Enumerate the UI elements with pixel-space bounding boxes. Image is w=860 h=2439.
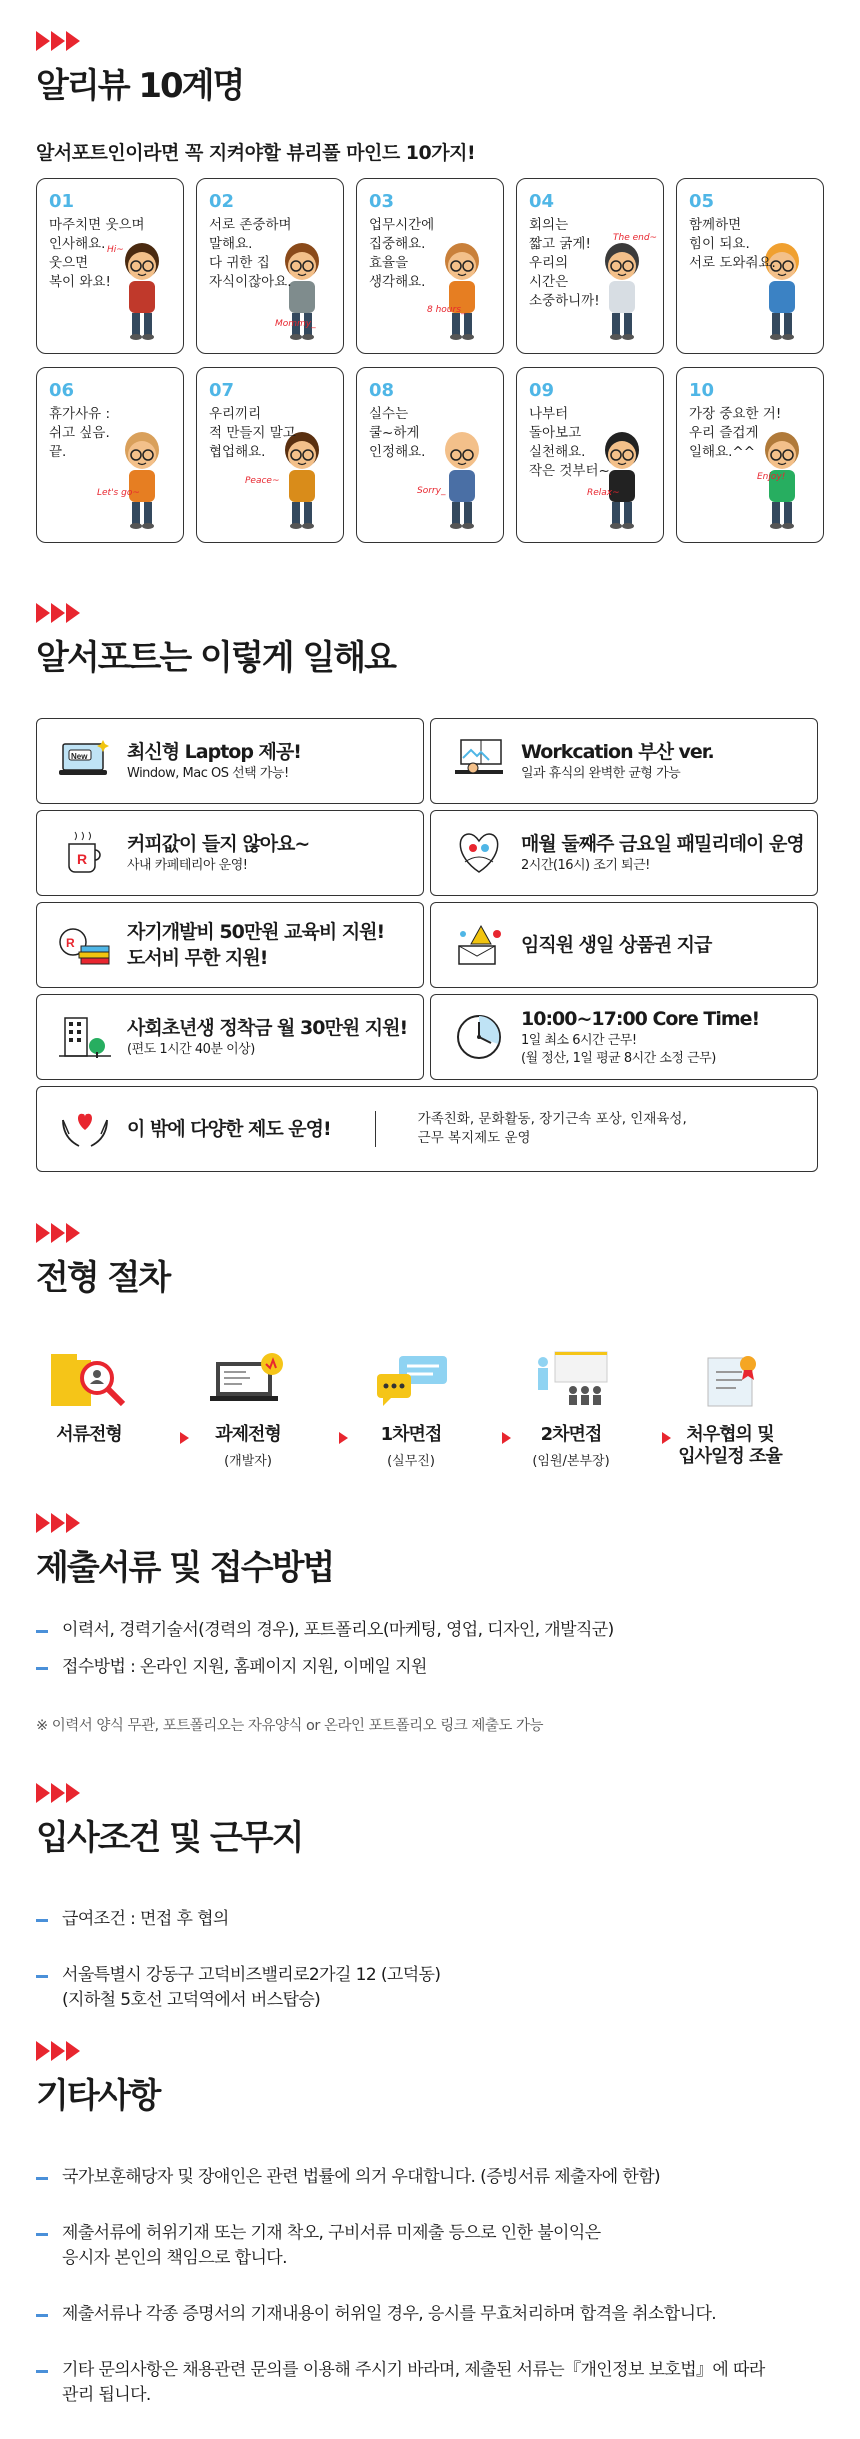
process-step bbox=[346, 1340, 476, 1469]
building-icon bbox=[57, 1012, 113, 1062]
speech-text: Hi~ bbox=[107, 245, 124, 255]
mind-card-text: 마주치면 웃으며 인사해요. 웃으면 복이 와요! bbox=[49, 217, 145, 290]
presentation-icon bbox=[529, 1350, 613, 1410]
benefit-title: 최신형 Laptop 제공! bbox=[127, 741, 301, 763]
benefit-title: 커피값이 들지 않아요~ bbox=[127, 833, 310, 855]
mind-card-number: 02 bbox=[209, 191, 235, 212]
mind-card-text: 함께하면 힘이 되요. 서로 도와줘요. bbox=[689, 217, 776, 271]
list-item: 기타 문의사항은 채용관련 문의를 이용해 주시기 바라며, 제출된 서류는『개인정보 보호법』에 따라 관리 됩니다. bbox=[36, 2358, 826, 2408]
benefit-title: 사회초년생 정착금 월 30만원 지원! bbox=[127, 1017, 408, 1039]
benefit-title: Workcation 부산 ver. bbox=[521, 741, 714, 763]
benefit-card bbox=[36, 718, 424, 804]
benefit-more-card bbox=[36, 1086, 818, 1172]
speech-text: Relax~ bbox=[587, 488, 620, 498]
benefit-title: 임직원 생일 상품권 지급 bbox=[521, 934, 712, 956]
benefit-subtitle: 1일 최소 6시간 근무! (월 정산, 1일 평균 8시간 소정 근무) bbox=[521, 1033, 716, 1066]
mind-card-number: 05 bbox=[689, 191, 715, 212]
benefit-title: 자기개발비 50만원 교육비 지원! 도서비 무한 지원! bbox=[127, 921, 385, 969]
process-step bbox=[24, 1340, 154, 1446]
laptop-icon bbox=[57, 736, 113, 786]
mind-card-text: 휴가사유 : 쉬고 싶음. 끝. bbox=[49, 406, 111, 460]
mind-card-text: 우리끼리 적 만들지 말고 협업해요. bbox=[209, 406, 296, 460]
gift-icon bbox=[451, 920, 507, 970]
benefit-subtitle: (편도 1시간 40분 이상) bbox=[127, 1042, 255, 1057]
mind-card-number: 03 bbox=[369, 191, 395, 212]
benefit-card bbox=[430, 902, 818, 988]
list-item: 국가보훈해당자 및 장애인은 관련 법률에 의거 우대합니다. (증빙서류 제출자에 한함) bbox=[36, 2165, 826, 2190]
process-step-sub: (임원/본부장) bbox=[532, 1454, 610, 1469]
section-arrows-icon bbox=[36, 1512, 826, 1534]
mind-card-number: 07 bbox=[209, 380, 235, 401]
mind-card-text: 업무시간에 집중해요. 효율을 생각해요. bbox=[369, 217, 435, 290]
list-item: 제출서류나 각종 증명서의 기재내용이 허위일 경우, 응시를 무효처리하며 합격을 취소합니다. bbox=[36, 2302, 826, 2327]
docs-section bbox=[36, 1512, 826, 1589]
mind-card-text: 회의는 짧고 굵게! 우리의 시간은 소중하니까! bbox=[529, 217, 600, 309]
section-title: 알서포트는 이렇게 일해요 bbox=[36, 638, 395, 678]
mind-card bbox=[676, 367, 824, 543]
speech-text: Enjoy! bbox=[757, 472, 786, 482]
benefit-subtitle: 2시간(16시) 조기 퇴근! bbox=[521, 858, 650, 873]
process-step-label: 과제전형 bbox=[215, 1424, 281, 1445]
mind-section bbox=[36, 30, 826, 107]
section-arrows-icon bbox=[36, 30, 826, 52]
process-step-label: 1차면접 bbox=[380, 1424, 442, 1445]
list-item: 접수방법 : 온라인 지원, 홈페이지 지원, 이메일 지원 bbox=[36, 1655, 826, 1680]
mind-card-text: 실수는 쿨~하게 인정해요. bbox=[369, 406, 426, 460]
section-title: 알리뷰 10계명 bbox=[36, 66, 244, 106]
benefit-more-title: 이 밖에 다양한 제도 운영! bbox=[127, 1118, 331, 1140]
list-item: 급여조건 : 면접 후 협의 bbox=[36, 1907, 826, 1932]
section-title: 입사조건 및 근무지 bbox=[36, 1818, 303, 1858]
speech-text: Let's go~ bbox=[97, 488, 140, 498]
mind-card bbox=[36, 178, 184, 354]
list-item: 제출서류에 허위기재 또는 기재 착오, 구비서류 미제출 등으로 인한 불이익은 응시자 본인의 책임으로 합니다. bbox=[36, 2221, 826, 2271]
benefit-card bbox=[36, 810, 424, 896]
speech-text: Sorry_ bbox=[417, 486, 446, 496]
laptop-task-icon bbox=[206, 1350, 290, 1410]
mind-card-text: 가장 중요한 거! 우리 즐겁게 일해요.^^ bbox=[689, 406, 782, 460]
mind-card-number: 08 bbox=[369, 380, 395, 401]
mind-card bbox=[356, 367, 504, 543]
mind-card-text: 나부터 돌아보고 실천해요. 작은 것부터~ bbox=[529, 406, 610, 479]
mind-card-number: 06 bbox=[49, 380, 75, 401]
process-steps bbox=[36, 1340, 826, 1470]
process-step-sub: (개발자) bbox=[224, 1454, 272, 1469]
new-badge: New bbox=[71, 752, 88, 761]
process-step bbox=[183, 1340, 313, 1469]
section-title: 기타사항 bbox=[36, 2076, 160, 2116]
mind-card-number: 01 bbox=[49, 191, 75, 212]
benefit-card bbox=[36, 902, 424, 988]
mind-subtitle: 알서포트인이라면 꼭 지켜야할 뷰리풀 마인드 10가지! bbox=[36, 142, 476, 164]
mind-card-text: 서로 존중하며 말해요. 다 귀한 집 자식이잖아요. bbox=[209, 217, 292, 290]
section-arrows-icon bbox=[36, 2040, 826, 2062]
clock-icon bbox=[451, 1012, 507, 1062]
terms-list bbox=[36, 1888, 826, 2044]
mind-card-number: 10 bbox=[689, 380, 715, 401]
benefit-card bbox=[36, 994, 424, 1080]
chat-bubbles-icon bbox=[369, 1350, 453, 1410]
certificate-icon bbox=[688, 1350, 772, 1410]
speech-text: Mommy_ bbox=[275, 319, 316, 329]
process-step bbox=[665, 1340, 795, 1468]
mind-card bbox=[676, 178, 824, 354]
hands-heart-icon bbox=[57, 1104, 113, 1154]
etc-list bbox=[36, 2146, 826, 2439]
benefit-subtitle: 일과 휴식의 완벽한 균형 가능 bbox=[521, 766, 681, 781]
list-item: 서울특별시 강동구 고덕비즈밸리로2가길 12 (고덕동) (지하철 5호선 고덕역에서 버스탑승) bbox=[36, 1963, 826, 2013]
mind-card bbox=[516, 367, 664, 543]
docs-list bbox=[36, 1618, 826, 1692]
benefit-subtitle: 사내 카페테리아 운영! bbox=[127, 858, 248, 873]
section-arrows-icon bbox=[36, 1782, 826, 1804]
mind-card-grid bbox=[36, 178, 826, 543]
mind-card-number: 04 bbox=[529, 191, 555, 212]
benefit-subtitle: Window, Mac OS 선택 가능! bbox=[127, 766, 289, 781]
section-title: 전형 절차 bbox=[36, 1258, 170, 1298]
process-step-label: 서류전형 bbox=[56, 1424, 122, 1445]
process-step-label: 처우협의 및 입사일정 조율 bbox=[678, 1424, 782, 1467]
family-heart-icon bbox=[451, 828, 507, 878]
speech-text: Peace~ bbox=[245, 476, 280, 486]
benefit-title: 10:00~17:00 Core Time! bbox=[521, 1008, 760, 1030]
process-section bbox=[36, 1222, 826, 1299]
mind-card bbox=[36, 367, 184, 543]
process-step-sub: (실무진) bbox=[387, 1454, 435, 1469]
process-step-label: 2차면접 bbox=[540, 1424, 602, 1445]
benefit-more-note: 가족친화, 문화활동, 장기근속 포상, 인재육성, 근무 복지제도 운영 bbox=[417, 1111, 687, 1146]
benefit-card bbox=[430, 810, 818, 896]
work-section bbox=[36, 602, 826, 679]
docs-note: ※ 이력서 양식 무관, 포트폴리오는 자유양식 or 온라인 포트폴리오 링크 제출도 가능 bbox=[36, 1718, 544, 1734]
svg-text:R: R bbox=[66, 936, 75, 950]
section-title: 제출서류 및 접수방법 bbox=[36, 1548, 334, 1588]
process-step bbox=[506, 1340, 636, 1469]
mind-card bbox=[196, 178, 344, 354]
etc-section bbox=[36, 2040, 826, 2117]
svg-text:R: R bbox=[77, 851, 88, 867]
mind-card bbox=[196, 367, 344, 543]
speech-text: The end~ bbox=[613, 233, 658, 243]
benefit-grid bbox=[36, 718, 826, 1172]
mind-card bbox=[356, 178, 504, 354]
terms-section bbox=[36, 1782, 826, 1859]
workcation-icon bbox=[451, 736, 507, 786]
document-search-icon bbox=[47, 1350, 131, 1410]
coffee-icon bbox=[57, 828, 113, 878]
divider bbox=[375, 1111, 376, 1147]
speech-text: 8 hours_ bbox=[427, 305, 466, 315]
benefit-card bbox=[430, 718, 818, 804]
section-arrows-icon bbox=[36, 602, 826, 624]
benefit-title: 매월 둘째주 금요일 패밀리데이 운영 bbox=[521, 833, 804, 855]
books-icon bbox=[57, 920, 113, 970]
mind-card-number: 09 bbox=[529, 380, 555, 401]
benefit-card bbox=[430, 994, 818, 1080]
section-arrows-icon bbox=[36, 1222, 826, 1244]
mind-card bbox=[516, 178, 664, 354]
list-item: 이력서, 경력기술서(경력의 경우), 포트폴리오(마케팅, 영업, 디자인, 개발직군) bbox=[36, 1618, 826, 1643]
